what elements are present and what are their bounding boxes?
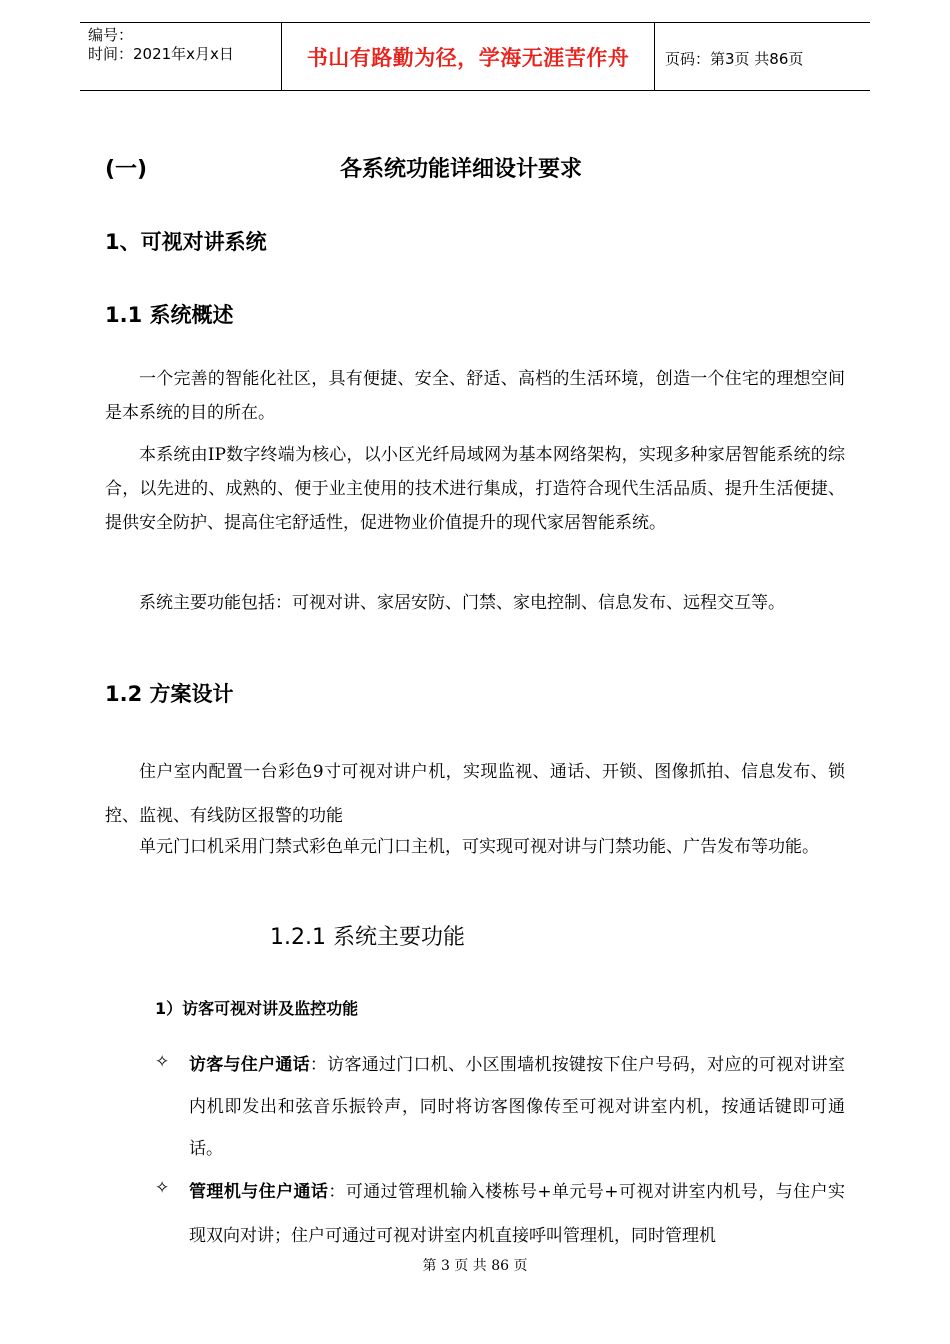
diamond-bullet-icon: ✧ — [155, 1178, 170, 1198]
bullet-label: 访客与住户通话 — [189, 1055, 310, 1075]
header-page-label: 页码：第3页 共86页 — [665, 50, 804, 68]
bullet-manager-call-text — [189, 1170, 845, 1258]
bullet-body: ：可通过管理机输入楼栋号+单元号+可视对讲室内机号，与住户实现双向对讲；住户可通过可视对讲室内机直接呼叫管理机，同时管理机 — [189, 1182, 845, 1246]
subsection-title: 1.2.1 系统主要功能 — [270, 925, 465, 950]
design-heading: 1.2 方案设计 — [105, 682, 234, 706]
item-title: 1）访客可视对讲及监控功能 — [155, 999, 359, 1018]
overview-paragraph-1: 一个完善的智能化社区，具有便捷、安全、舒适、高档的生活环境，创造一个住宅的理想空间是本系统的目的所在。 — [105, 369, 845, 423]
header-meta — [88, 26, 234, 64]
bullet-visitor-call-text — [189, 1044, 845, 1170]
section-title: 各系统功能详细设计要求 — [340, 157, 583, 182]
overview-heading: 1.1 系统概述 — [105, 303, 234, 327]
overview-paragraph-3: 系统主要功能包括：可视对讲、家居安防、门禁、家电控制、信息发布、远程交互等。 — [139, 593, 785, 613]
page-footer: 第 3 页 共 86 页 — [422, 1258, 528, 1274]
chapter-title: 1、可视对讲系统 — [105, 230, 267, 254]
header-divider-right — [654, 22, 655, 91]
design-paragraph-2: 单元门口机采用门禁式彩色单元门口主机，可实现可视对讲与门禁功能、广告发布等功能。 — [139, 837, 819, 857]
overview-paragraph-2 — [105, 438, 845, 540]
section-number: (一) — [105, 157, 148, 182]
diamond-bullet-icon: ✧ — [155, 1052, 170, 1072]
bullet-label: 管理机与住户通话 — [189, 1182, 329, 1202]
header-number-label: 编号： — [88, 26, 134, 44]
header-motto: 书山有路勤为径，学海无涯苦作舟 — [306, 44, 630, 70]
bullet-body: ：访客通过门口机、小区围墙机按键按下住户号码，对应的可视对讲室内机即发出和弦音乐振铃声，同时将访客图像传至可视对讲室内机，按通话键即可通话。 — [189, 1055, 846, 1159]
header-time-label: 时间：2021年x月x日 — [88, 45, 234, 63]
overview-paragraph-2-text: 本系统由IP数字终端为核心，以小区光纤局域网为基本网络架构，实现多种家居智能系统的综合，以先进的、成熟的、便于业主使用的技术进行集成，打造符合现代生活品质、提升生活便捷、提供安全防护、提高住宅舒适性，促进物业价值提升的现代家居智能系统。 — [105, 445, 845, 533]
design-paragraph-1: 住户室内配置一台彩色9寸可视对讲户机，实现监视、通话、开锁、图像抓拍、信息发布、锁控、监视、有线防区报警的功能 — [105, 762, 845, 826]
